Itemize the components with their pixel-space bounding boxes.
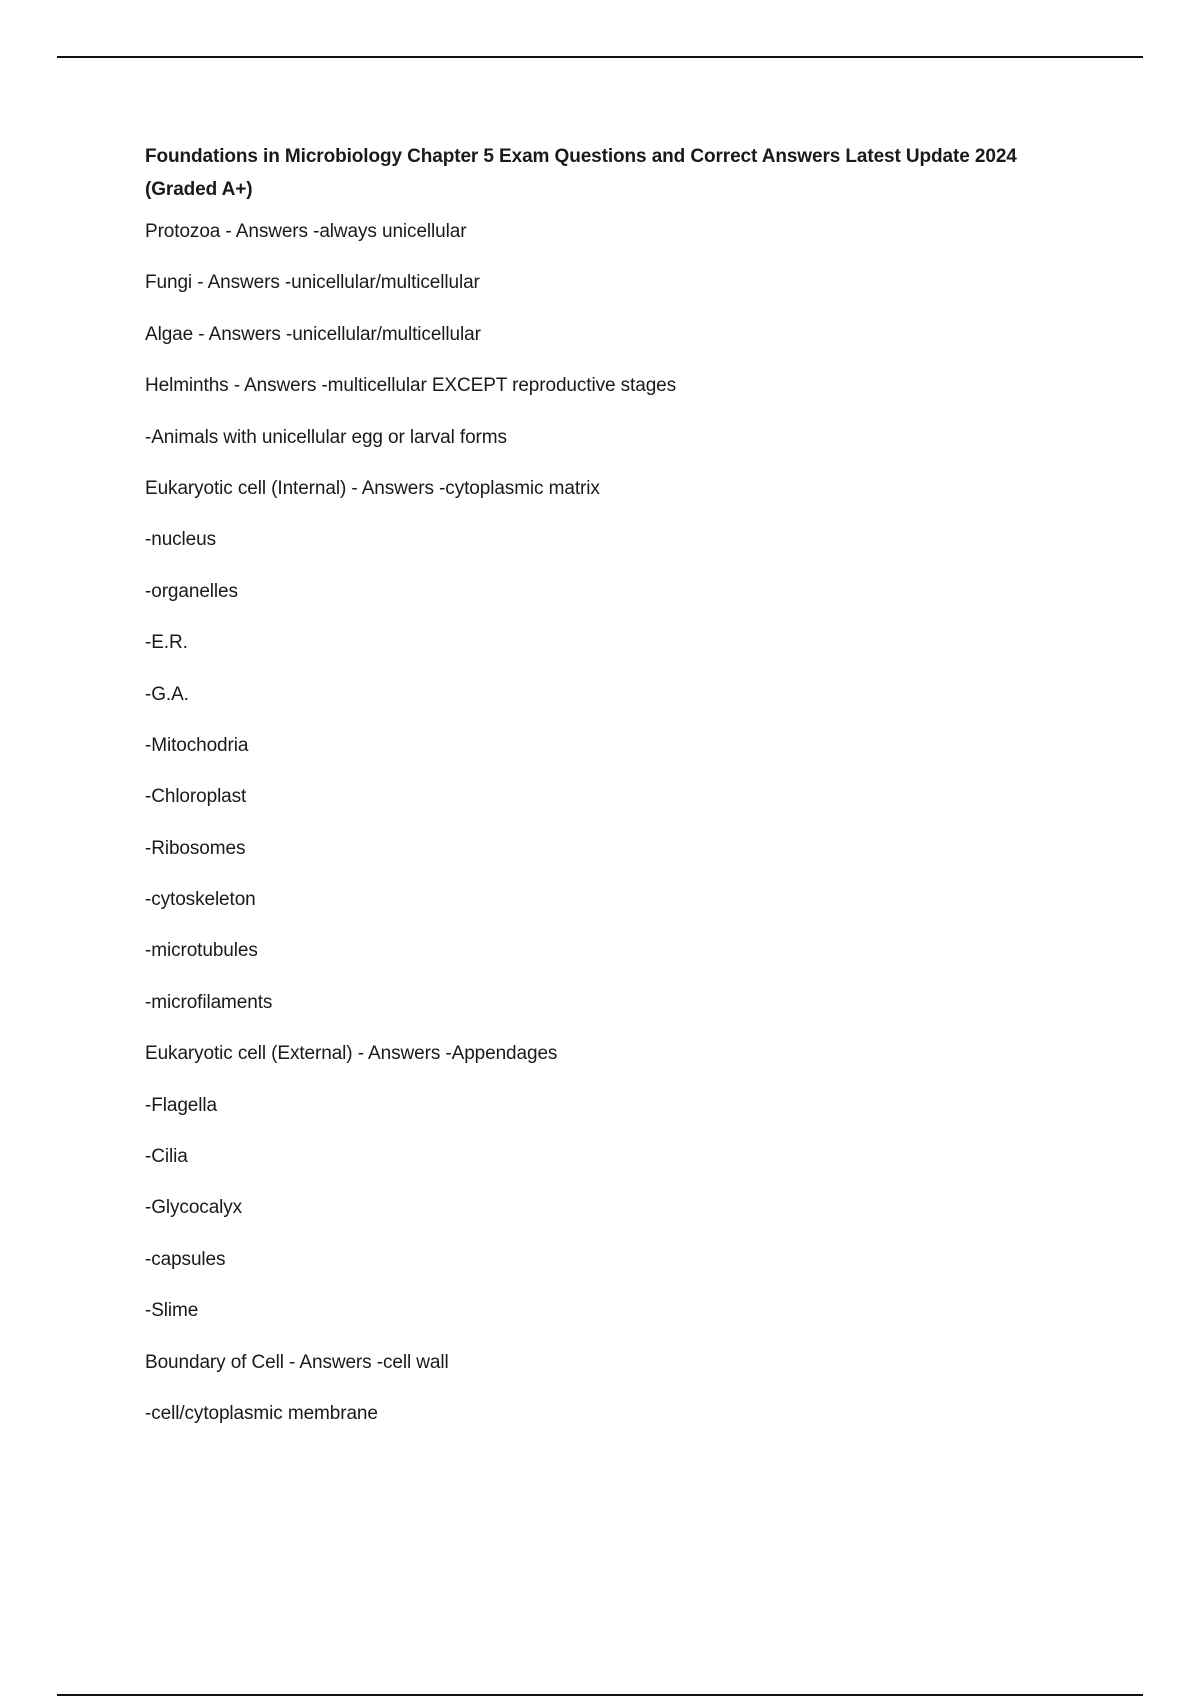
text-line: -Glycocalyx [145,1197,243,1219]
text-line: Helminths - Answers -multicellular EXCEPT reproductive stages [145,375,677,397]
text-line: -microtubules [145,940,258,962]
text-line: -Animals with unicellular egg or larval forms [145,426,507,448]
text-line: Algae - Answers -unicellular/multicellular [145,323,481,345]
text-line: -G.A. [145,683,189,705]
text-line: Fungi - Answers -unicellular/multicellular [145,272,480,294]
text-line: -capsules [145,1248,226,1270]
document-body [145,140,1065,1453]
text-line: -Chloroplast [145,786,247,808]
footer-rule [57,1694,1143,1696]
text-line: Boundary of Cell - Answers -cell wall [145,1351,449,1373]
text-line: -cytoskeleton [145,889,256,911]
text-line: Eukaryotic cell (External) - Answers -Appendages [145,1043,558,1065]
text-line: -Cilia [145,1146,188,1168]
text-line: -E.R. [145,632,188,654]
text-line: -Flagella [145,1094,217,1116]
text-line: -cell/cytoplasmic membrane [145,1402,378,1424]
text-line: Protozoa - Answers -always unicellular [145,221,467,242]
text-line: -Ribosomes [145,837,246,859]
text-line: -organelles [145,580,238,602]
document-title: Foundations in Microbiology Chapter 5 Exam Questions and Correct Answers Latest Update 2024 (Graded A+) [145,146,1017,200]
text-line: -Slime [145,1300,199,1322]
header-rule [57,56,1143,58]
text-line: -Mitochodria [145,734,249,756]
text-line: Eukaryotic cell (Internal) - Answers -cytoplasmic matrix [145,477,600,499]
text-line: -nucleus [145,529,217,551]
text-line: -microfilaments [145,991,273,1013]
